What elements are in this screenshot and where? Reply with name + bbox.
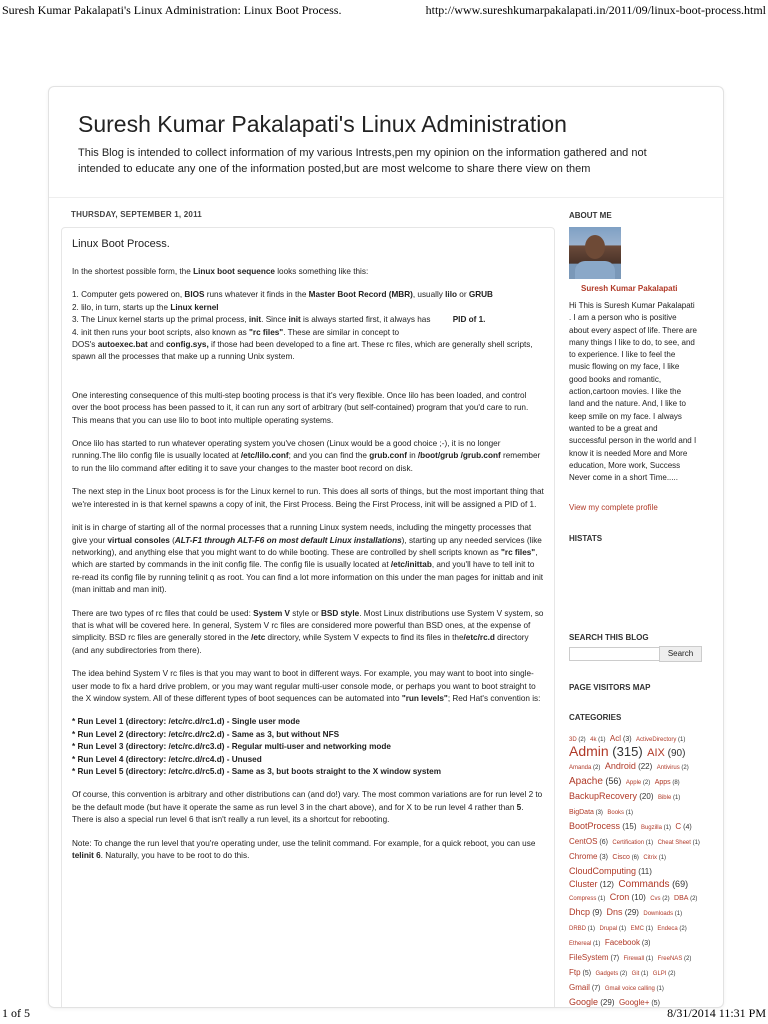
post-paragraph: The next step in the Linux boot process is for the Linux kernel to run. This does all sorts of things, but the most important thing that we're interested in is that kernel spawns a copy of init, the First Process. Being the First Process, init will be assigned a PID of 1. [72, 487, 544, 509]
category-count: (1) [676, 737, 686, 743]
post-paragraph: Note: To change the run level that you're operating under, use the telinit command. For example, for a quick reboot, you can use telinit 6. Naturally, you have to be root to do this. [72, 838, 536, 861]
category-link[interactable]: Citrix [643, 855, 658, 861]
category-link[interactable]: BigData [569, 809, 594, 816]
blog-container [48, 86, 724, 1008]
category-link[interactable]: Admin [569, 743, 609, 759]
category-count: (29) [622, 908, 639, 917]
category-count: (5) [649, 1000, 660, 1007]
runlevel-list [72, 716, 544, 778]
category-link[interactable]: Git [631, 971, 640, 977]
about-text: Hi This is Suresh Kumar Pakalapati . I am a person who is positive about every aspect of life. There are many things I like to do, to see, and to experience. I like to feel the music flowing on my face, I like good books and romantic, action,cartoon movies. I like the land and the nature. And, I like to keep smile on my face. I always wanted to be a great and successful person in the world and I know it is needed More and More education, More work, Success Never come in a short Time..... [569, 301, 697, 483]
post-paragraph: The idea behind System V rc files is that you may want to boot in different ways. For example, you may want to boot into single-user mode to fix a hard drive problem, or you may want regular multi-user console mode, or perhaps you want to boot straight to the X window system. All of these different types of boot sequences can be automated into "run levels"; Red Hat's convention is: [72, 669, 541, 703]
category-count: (1) [643, 926, 653, 932]
category-count: (4) [681, 824, 692, 831]
category-link[interactable]: Ethereal [569, 941, 592, 947]
header-divider [49, 197, 723, 198]
category-count: (20) [637, 792, 654, 801]
category-count: (1) [591, 941, 601, 947]
runlevel-item: * Run Level 5 (directory: /etc/rc.d/rc5.d) - Same as 3, but boots straight to the X window system [72, 767, 441, 776]
blog-title[interactable]: Suresh Kumar Pakalapati's Linux Administration [78, 111, 567, 137]
category-count: (2) [660, 896, 670, 902]
category-count: (1) [644, 956, 654, 962]
category-count: (2) [679, 765, 689, 771]
print-header [0, 0, 768, 20]
category-link[interactable]: Gmail [569, 983, 590, 992]
category-count: (2) [688, 896, 698, 902]
category-count: (8) [670, 780, 680, 786]
category-link[interactable]: Chrome [569, 852, 598, 861]
category-count: (1) [596, 896, 606, 902]
runlevel-item: * Run Level 1 (directory: /etc/rc.d/rc1.d) - Single user mode [72, 717, 300, 727]
category-link[interactable]: FreeNAS [657, 956, 683, 962]
category-count: (56) [602, 776, 622, 786]
boot-steps-list: 1. Computer gets powered on, BIOS runs whatever it finds in the Master Boot Record (MBR), usually lilo or GRUB 2. lilo, in turn, starts up the Linux kernel 3. The Linux kernel starts up the primal process, init. Since init is always started first, it always has PID of 1. 4. init then runs your boot scripts, also known as "rc files". These are similar in concept to DOS's autoexec.bat and config.sys, if those had been developed to a fine art. These rc files, which are generally shell scripts, spawn all the processes that make up a running Unix system. [72, 290, 533, 362]
category-link[interactable]: AIX [647, 747, 665, 759]
post-title[interactable]: Linux Boot Process. [72, 238, 170, 250]
category-link[interactable]: Downloads [643, 911, 674, 917]
category-link[interactable]: Apple [625, 780, 642, 786]
category-cloud [569, 731, 701, 1008]
post-paragraph: There are two types of rc files that could be used: System V style or BSD style. Most Linux distributions use System V system, so that is what will be covered here. In general, System V rc files are considered more powerful than BSD ones, at the expense of simplicity. BSD rc files are generally stored in the /etc directory, while System V expects to find its files in the/etc/rc.d directory (and any subdirectories from there). [72, 608, 544, 655]
category-link[interactable]: BootProcess [569, 821, 621, 831]
category-count: (2) [576, 737, 586, 743]
category-link[interactable]: Apache [569, 776, 603, 787]
category-link[interactable]: Firewall [623, 956, 645, 962]
category-count: (12) [597, 880, 614, 889]
category-count: (2) [677, 926, 687, 932]
category-link[interactable]: Cisco [612, 854, 630, 861]
category-link[interactable]: CentOS [569, 837, 598, 846]
category-link[interactable]: Bugzilla [640, 825, 662, 831]
category-count: (1) [644, 840, 654, 846]
histats-heading: HISTATS [569, 534, 603, 543]
post-paragraph: One interesting consequence of this multi-step booting process is that it's very flexible. Once lilo has been loaded, and control over the boot process has been passed to it, it can run any sort of arbitrary (but self-contained) program that you'd care to run. This means that you can use lilo to boot into multiple operating systems. [72, 390, 529, 425]
category-count: (2) [591, 765, 601, 771]
category-count: (9) [590, 908, 603, 917]
avatar-face [585, 235, 605, 259]
search-heading: SEARCH THIS BLOG [569, 633, 649, 642]
category-link[interactable]: Antivirus [656, 765, 680, 771]
category-count: (7) [589, 985, 601, 992]
category-link[interactable]: Certification [612, 840, 645, 846]
category-link[interactable]: Cluster [569, 879, 598, 889]
post-paragraph: init is in charge of starting all of the normal processes that a running Linux system needs, including the mingetty processes that give your virtual consoles (ALT-F1 through ALT-F6 on most default Linux installations), starting up any needed services (like networking), and anything else that you might want to do while booting. These are controlled by shell scripts known as "rc files", which are started by commands in the init config file. The config file is usually located at /etc/inittab, and you'll have to tell init to re-read its config file by running telinit q as root. You can find a lot more information on this under the man pages for inittab and init (man inittab and man init). [72, 523, 544, 595]
avatar-shirt [575, 261, 615, 279]
category-link[interactable]: 3D [569, 737, 577, 743]
category-link[interactable]: Amanda [569, 765, 592, 771]
category-count: (3) [621, 736, 632, 743]
category-count: (15) [620, 822, 637, 831]
runlevel-item: * Run Level 3 (directory: /etc/rc.d/rc3.d) - Regular multi-user and networking mode [72, 742, 391, 752]
category-count: (90) [664, 748, 686, 759]
category-item[interactable] [658, 786, 680, 803]
category-link[interactable]: CloudComputing [569, 866, 637, 876]
category-link[interactable]: Gmail voice calling [604, 986, 655, 992]
category-count: (3) [639, 940, 651, 947]
category-count: (10) [629, 893, 646, 902]
category-count: (1) [661, 825, 671, 831]
complete-profile-link[interactable]: View my complete profile [569, 503, 658, 512]
category-count: (1) [596, 737, 606, 743]
category-link[interactable]: DBA [674, 895, 689, 902]
post-date: THURSDAY, SEPTEMBER 1, 2011 [71, 210, 202, 219]
category-link[interactable]: Bible [657, 795, 672, 801]
category-link[interactable]: Commands [618, 879, 670, 890]
category-count: (1) [690, 840, 700, 846]
runlevel-item: * Run Level 4 (directory: /etc/rc.d/rc4.d) - Unused [72, 754, 262, 764]
post-paragraph: Of course, this convention is arbitrary and other distributions can (and do!) vary. The most common variations are for run level 2 to be the default mode (but have it operate the same as run level 3 in the chart above), and for X to be run level 4 rather than 5. There is also a special run level 6 that isn't really a run level, its a shortcut for rebooting. [72, 790, 543, 825]
category-count: (1) [654, 986, 664, 992]
post-body [72, 266, 544, 873]
print-datetime: 8/31/2014 11:31 PM [667, 1006, 766, 1020]
category-link[interactable]: Android [604, 761, 636, 771]
category-link[interactable]: FileSystem [569, 953, 609, 962]
print-page-title: Suresh Kumar Pakalapati's Linux Administration: Linux Boot Process. [2, 3, 342, 17]
category-count: (2) [682, 956, 692, 962]
category-count: (69) [669, 879, 689, 889]
post-paragraph: Once lilo has started to run whatever operating system you've chosen (Linux would be a good choice ;-), it is no longer running.The lilo config file is usually located at /etc/lilo.conf; and you can find the grub.conf in /boot/grub /grub.conf remember to run the lilo command after editing it to save your changes to the master boot record on disk. [72, 439, 541, 473]
category-link[interactable]: Apps [654, 779, 671, 786]
print-page-number: 1 of 5 [2, 1006, 30, 1020]
profile-photo[interactable] [569, 227, 621, 279]
category-link[interactable]: ActiveDirectory [636, 737, 677, 743]
search-input[interactable] [569, 647, 660, 661]
category-link[interactable]: Cheat Sheet [657, 840, 691, 846]
print-page-url: http://www.sureshkumarpakalapati.in/2011/09/linux-boot-process.html [425, 3, 766, 17]
category-count: (22) [635, 762, 653, 771]
blog-description: This Blog is intended to collect information of my various Intrests,pen my opinion on the information gathered and not intended to educate any one of the information posted,but are most welcome to share there view on them [78, 147, 647, 175]
category-link[interactable]: Cron [609, 892, 630, 902]
category-link[interactable]: Google [569, 997, 599, 1007]
category-count: (1) [673, 911, 683, 917]
category-link[interactable]: Dhcp [569, 907, 591, 917]
category-count: (5) [580, 970, 592, 977]
category-count: (3) [593, 810, 603, 816]
categories-heading: CATEGORIES [569, 713, 622, 722]
category-count: (1) [657, 855, 667, 861]
category-link[interactable]: Drupal [599, 926, 618, 932]
category-link[interactable]: Acl [609, 734, 622, 743]
category-link[interactable]: Ftp [569, 968, 581, 977]
category-count: (2) [666, 971, 676, 977]
category-link[interactable]: Gadgets [595, 971, 619, 977]
category-count: (1) [639, 971, 649, 977]
category-link[interactable]: Books [607, 810, 625, 816]
category-count: (1) [617, 926, 627, 932]
about-heading: ABOUT ME [569, 211, 612, 220]
category-link[interactable]: C [675, 822, 682, 831]
post [61, 227, 555, 1008]
category-link[interactable]: Cvs [650, 896, 661, 902]
category-link[interactable]: 4k [590, 737, 597, 743]
category-item[interactable] [657, 917, 686, 934]
category-link[interactable]: GLPI [652, 971, 667, 977]
print-footer [0, 1002, 768, 1024]
category-link[interactable]: Dns [606, 907, 623, 917]
category-count: (29) [598, 998, 615, 1007]
category-count: (7) [608, 955, 620, 962]
category-link[interactable]: EMC [630, 926, 644, 932]
category-count: (6) [629, 855, 639, 861]
post-paragraph: In the shortest possible form, the Linux boot sequence looks something like this: [72, 267, 369, 276]
category-link[interactable]: Endeca [657, 926, 678, 932]
category-link[interactable]: BackupRecovery [569, 791, 638, 801]
profile-name-link[interactable]: Suresh Kumar Pakalapati [581, 284, 678, 293]
category-count: (2) [618, 971, 628, 977]
category-count: (3) [597, 854, 608, 861]
category-link[interactable]: Compress [569, 896, 597, 902]
search-button[interactable]: Search [659, 646, 702, 662]
category-count: (1) [624, 810, 634, 816]
category-count: (315) [608, 744, 643, 759]
category-count: (11) [636, 867, 652, 876]
category-count: (1) [586, 926, 596, 932]
category-link[interactable]: DRBD [569, 926, 587, 932]
category-link[interactable]: Google+ [618, 998, 650, 1007]
visitors-map-heading: PAGE VISITORS MAP [569, 683, 651, 692]
category-count: (6) [597, 839, 608, 846]
category-count: (2) [641, 780, 651, 786]
runlevel-item: * Run Level 2 (directory: /etc/rc.d/rc2.d) - Same as 3, but without NFS [72, 729, 340, 739]
category-count: (1) [671, 795, 681, 801]
category-link[interactable]: Facebook [604, 938, 640, 947]
